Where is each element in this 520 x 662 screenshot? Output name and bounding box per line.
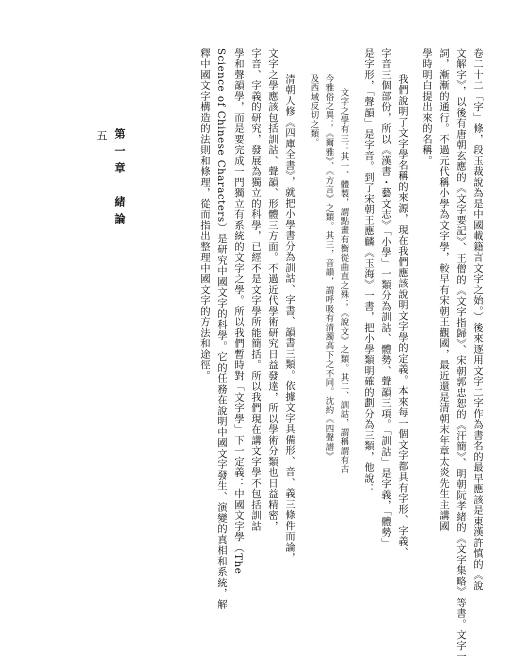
text-column: 學和聲韻學，而是要完成一門獨立有系統的文字之學。所以我們暫時對「文字學」下一定義：中國文字學（The	[232, 48, 243, 575]
quotation-column: 文字之學有三：其一、體製，謂點畫有衡從曲直之殊；《說文》之類。其二、訓詁，謂稱謂有古	[340, 88, 350, 474]
page-number: 五	[95, 130, 108, 141]
text-column: 我們說明了文字學名稱的來源，現在我們應該說明文字學的定義。本來每一個文字都具有字形、字義、	[396, 74, 407, 558]
text-column: 清朝人修《四庫全書》，就把小學書分為訓詁、字書、韻書三類。依據文字具備形、音、義三條件而論，	[283, 74, 294, 564]
text-column: 詞，漸漸的通行。不過元代稱小學為文字學，較早有宋朝王觀國，最近還是清朝末年章太炎先生主講國	[437, 48, 448, 532]
chapter-heading: 第一章 緒論	[113, 128, 126, 230]
text-column: 文字之學應該包括訓詁、聲韻、形體三方面。不過近代學術研究日益發達，所以學術分類也日益精密，	[266, 48, 277, 532]
text-column: 卷二十二「字」條，段玉裁說為是中國載籍言文字之始。）後來逐用文字二字作為書名的最早應該是東漢許慎的《說	[471, 48, 482, 592]
text-column: 文解字》，以後有唐朝玄應的《文字要記》、王僧的《文字指歸》、宋朝郭忠恕的《汗簡》、明朝阮孝緒的《文字集略》等書。文字一	[454, 48, 465, 662]
quotation-column: 今雅俗之異；《爾雅》、《方言》之類。其三，音韻，謂呼吸有清濁高下之不同。沈約《四聲譜》	[325, 74, 335, 461]
text-column: 是字形，「聲韻」是字音。到了宋朝王應麟《玉海》一書，把小學類明確的劃分為三類，他說：	[362, 48, 373, 495]
text-column: 釋中國文字構造的法則和條理，從而指出整理中國文字的方法和途徑。	[198, 48, 209, 382]
text-column: 字音三個部份，所以《漢書・藝文志》「小學」一類分為訓詁、體勢、聲韻三項。「訓詁」是字義，「體勢」	[379, 48, 390, 549]
text-column: 字音、字義的研究，發展為獨立的科學，已經不是文字學所能簡括。所以我們現在講文字學不包括訓詁	[249, 48, 260, 532]
text-column: 學時明白提出來的名稱。	[420, 48, 431, 167]
quotation-column: 及西域反切之類。	[310, 74, 320, 148]
text-column: Science of Chinese Characters）是研究中國文字的科學。它的任務在說明中國文字發生、演變的真相和系統，解	[215, 48, 226, 610]
